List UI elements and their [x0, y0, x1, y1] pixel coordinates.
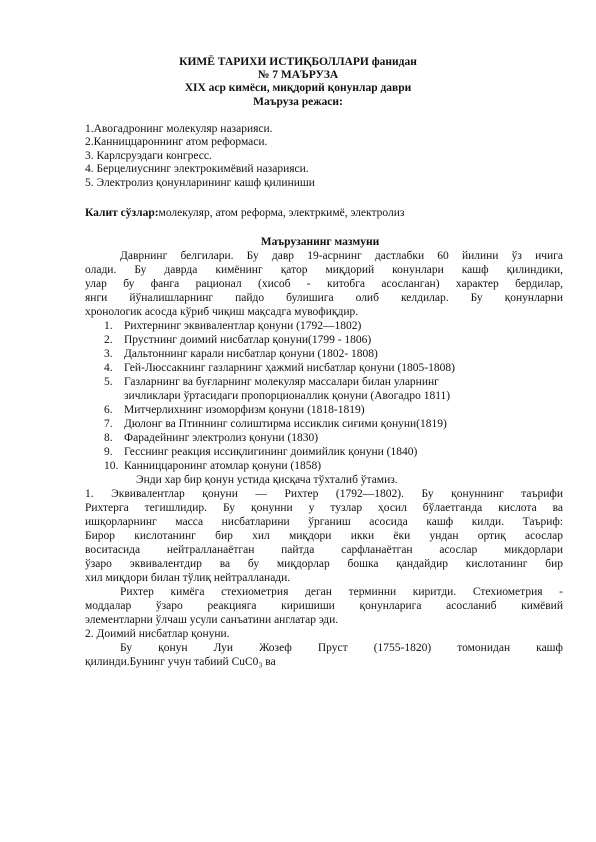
plan-item: 2.Канниццароннинг атом реформаси.: [85, 136, 268, 148]
law-list-item: 6. Митчерлихнинг изоморфизм қонуни (1818-1819): [104, 404, 365, 416]
plan-heading: Маъруза режаси:: [253, 96, 343, 108]
stoichiometry-line: элементларни ўлчаш усули санъатини англатар эди.: [85, 614, 339, 626]
stoichiometry-line: моддалар ўзаро реакцияга киришиши қонунларига асосланиб кимёвий: [85, 600, 563, 612]
law-list-item: 2. Прустнинг доимий нисбатлар қонуни(1799 - 1806): [104, 334, 372, 346]
lecture-number: № 7 МАЪРУЗА: [257, 69, 339, 81]
intro-line: Даврнинг белгилари. Бу давр 19-асрнинг дастлабки 60 йилини ўз ичига: [120, 250, 563, 262]
law2-line: қилинди.Бунинг учун табиий CuC0₃ ва: [85, 656, 276, 668]
law1-line: 1. Эквивалентлар қонуни — Рихтер (1792—1802). Бу қонуннинг таърифи: [85, 488, 563, 500]
law1-line: хил миқдори билан тўлиқ нейтралланади.: [85, 572, 291, 584]
plan-item: 3. Карлсруэдаги конгресс.: [85, 150, 212, 162]
plan-item: 4. Берцелиуснинг электрокимёвий назарияси.: [85, 163, 309, 175]
content-heading: Маърузанинг мазмуни: [260, 236, 380, 248]
lecture-topic: XIX аср кимёси, миқдорий қонунлар даври: [184, 82, 412, 94]
law2-line: Бу қонун Луи Жозеф Пруст (1755-1820) томонидан кашф: [120, 642, 563, 654]
course-title: КИМЁ ТАРИХИ ИСТИҚБОЛЛАРИ фанидан: [179, 56, 417, 68]
law-list-item: 5. Газларнинг ва буғларнинг молекуляр массалари билан уларнинг: [104, 376, 439, 388]
intro-line: янги йўналишларнинг пайдо булишига олиб келдилар. Бу қонунларни: [85, 292, 563, 304]
keywords-text: молекуляр, атом реформа, электркимё, электролиз: [158, 207, 405, 219]
intro-line: хронологик асосда кўриб чиқиш мақсадга мувофиқдир.: [85, 306, 359, 318]
law1-line: Рихтерга тегишлидир. Бу қонунни у тузлар ҳосил бўлаетганда кислота ва: [85, 502, 563, 514]
intro-line: олади. Бу даврда кимёнинг қатор миқдорий конунлари кашф қилиндики,: [85, 264, 563, 276]
plan-item: 1.Авогадронинг молекуляр назарияси.: [85, 123, 273, 135]
law-list-item: 10. Канниццаронинг атомлар қонуни (1858): [104, 460, 322, 472]
keywords-label: Калит сўзлар:: [85, 207, 159, 219]
stoichiometry-line: Рихтер кимёга стехиометрия деган терминни киритди. Стехиометрия -: [120, 586, 563, 598]
intro-line: улар бу фанга рационал (хисоб - китобга асосланган) характер бердилар,: [85, 278, 563, 290]
law1-line: ўзаро эквивалентдир ва бу миқдорлар бошка қандайдир кислотанинг бир: [85, 558, 563, 570]
law-list-item-continuation: зичликлари ўртасидаги пропорционаллик қонуни (Авогадро 1811): [124, 390, 451, 402]
law-list-item: 1. Рихтернинг эквивалентлар қонуни (1792—1802): [104, 320, 362, 332]
law-list-item: 9. Гесснинг реакция иссиқлигининг доимийлик қонуни (1840): [104, 446, 418, 458]
law-list-item: 4. Гей-Люссакнинг газларнинг ҳажмий нисбатлар қонуни (1805-1808): [104, 362, 455, 374]
law1-line: ишқорларнинг масса нисбатларини ўрганиш асосида кашф килди. Таъриф:: [85, 516, 563, 528]
plan-item: 5. Электролиз қонунларининг кашф қилиниши: [85, 177, 315, 189]
laws-note: Энди хар бир қонун устида қисқача тўхталиб ўтамиз.: [136, 474, 398, 486]
keywords-line: [85, 207, 404, 220]
law2-heading: 2. Доимий нисбатлар қонуни.: [85, 628, 230, 640]
law-list-item: 8. Фарадейнинг электролиз қонуни (1830): [104, 432, 319, 444]
law1-line: Бирор кислотанинг бир хил миқдори икки ёки ундан ортиқ асослар: [85, 530, 563, 542]
law-list-item: 3. Дальтоннинг карали нисбатлар қонуни (1802- 1808): [104, 348, 378, 360]
law1-line: воситасида нейтралланаётган пайтда сарфланаётган асослар микдорлари: [85, 544, 563, 556]
law-list-item: 7. Дюлонг ва Птиннинг солиштирма иссиклик сиғими қонуни(1819): [104, 418, 447, 430]
